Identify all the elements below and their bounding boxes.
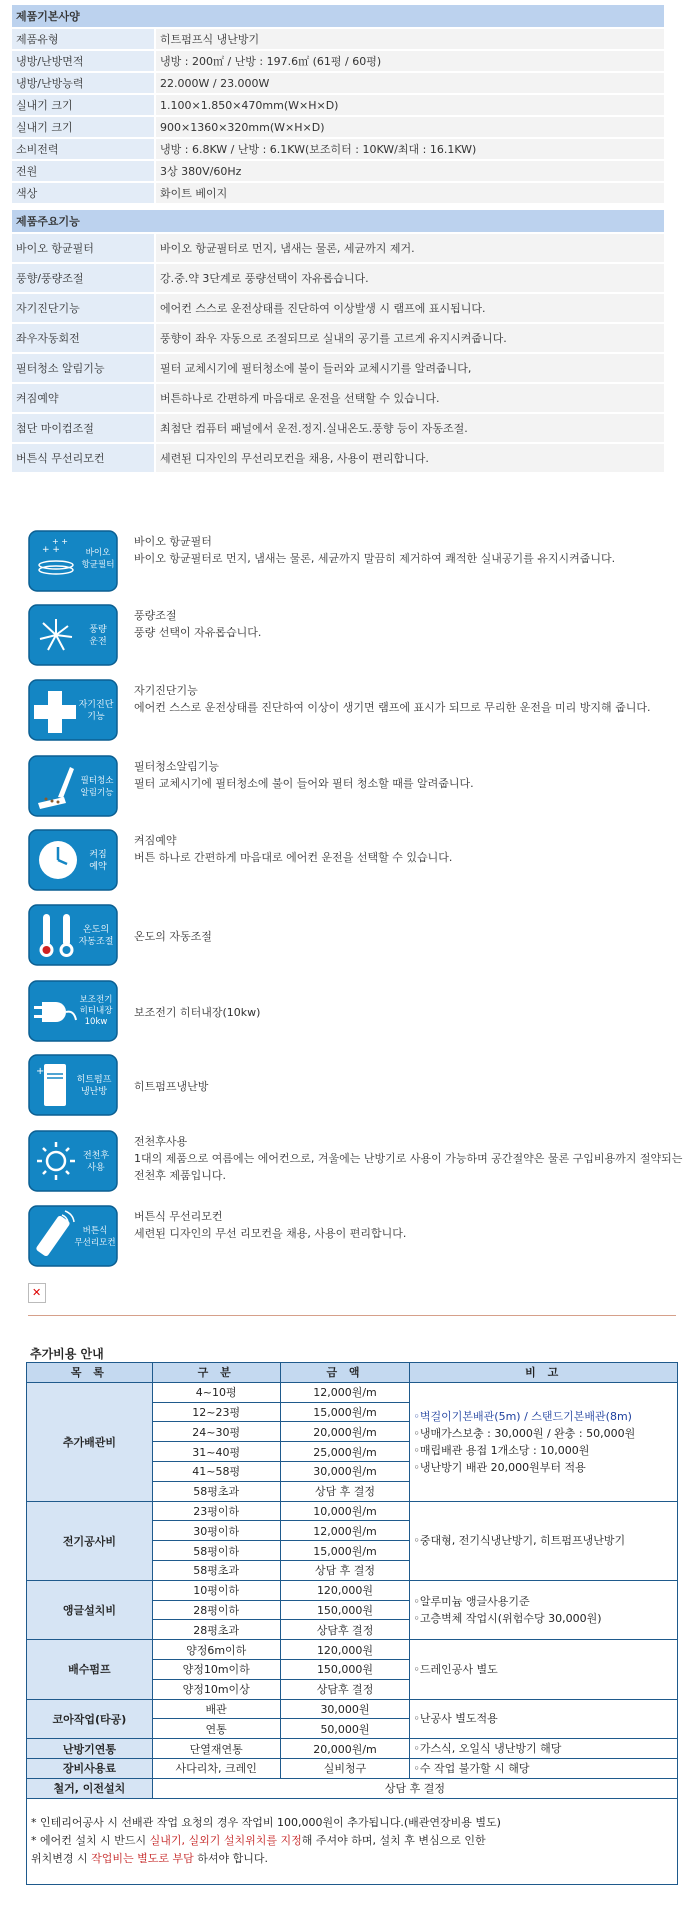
footnote-line: * 인테리어공사 시 선배관 작업 요청의 경우 작업비 100,000원이 추가됩니다.(배관연장비용 별도) [31, 1816, 501, 1830]
airflow-icon [28, 604, 118, 666]
timer-clock-icon [28, 829, 118, 891]
feature-item-self-diagnosis [28, 679, 688, 745]
section-divider [28, 1315, 676, 1316]
price-cell: 상담 후 결정 [280, 1481, 410, 1501]
table-row [27, 1699, 678, 1719]
sub-cell: 12~23평 [152, 1402, 280, 1422]
feature-title: 히트펌프냉난방 [134, 1080, 209, 1093]
spec-value: 냉방 : 6.8KW / 난방 : 6.1KW(보조히터 : 10KW/최대 : 16.1KW) [156, 139, 664, 161]
price-cell: 12,000원/m [280, 1521, 410, 1541]
spec-value: 히트펌프식 냉난방기 [156, 29, 664, 51]
sub-cell: 31~40평 [152, 1442, 280, 1462]
note-cell: ◦드레인공사 별도 [410, 1640, 678, 1699]
category-cell: 난방기연통 [27, 1739, 153, 1759]
column-header: 목 록 [27, 1363, 153, 1383]
feature-item-temperature [28, 904, 688, 970]
spec-value: 풍향이 좌우 자동으로 조절되므로 실내의 공기를 고르게 유지시켜줍니다. [156, 324, 664, 354]
feature-title: 바이오 항균필터 [134, 535, 212, 548]
spec-basic-table [12, 5, 664, 205]
icon-badge-text: 운전 [89, 637, 107, 647]
note-line: ◦고층벽체 작업시(위험수당 30,000원) [413, 1611, 602, 1625]
price-cell: 120,000원 [280, 1640, 410, 1660]
table-row [27, 1758, 678, 1778]
cost-table-title: 추가비용 안내 [30, 1347, 104, 1361]
svg-text:+ +: + + [42, 545, 60, 555]
filter-alarm-icon [28, 755, 118, 817]
price-cell: 상담후 결정 [280, 1620, 410, 1640]
spec-value: 22.000W / 23.000W [156, 73, 664, 95]
sub-cell: 58평이하 [152, 1541, 280, 1561]
highlight-text: 실내기, 실외기 설치위치를 지정 [149, 1834, 302, 1848]
spec-value: 에어컨 스스로 운전상태를 진단하여 이상발생 시 램프에 표시됩니다. [156, 294, 664, 324]
icon-badge-text: 풍량 [89, 625, 107, 635]
price-cell: 120,000원 [280, 1580, 410, 1600]
heat-pump-icon [28, 1054, 118, 1116]
icon-badge-text: 켜짐 [89, 850, 107, 860]
feature-desc: 풍량 선택이 자유롭습니다. [134, 626, 262, 639]
spec-value: 버튼하나로 간편하게 마음대로 운전을 선택할 수 있습니다. [156, 384, 664, 414]
column-header: 구 분 [152, 1363, 280, 1383]
feature-item-airflow [28, 604, 688, 670]
table-row [27, 1501, 678, 1521]
note-cell: ◦난공사 별도적용 [410, 1699, 678, 1739]
footnote-cell [27, 1798, 678, 1884]
note-cell: ◦중대형, 전기식냉난방기, 히트펌프냉난방기 [410, 1501, 678, 1580]
sub-cell: 양정10m이상 [152, 1679, 280, 1699]
category-cell: 철거, 이전설치 [27, 1778, 153, 1798]
price-cell: 10,000원/m [280, 1501, 410, 1521]
icon-badge-text: 10kw [84, 1017, 108, 1027]
remote-control-icon [28, 1205, 118, 1267]
icon-badge-text: 필터청소 [80, 776, 114, 786]
sub-cell: 양정6m이하 [152, 1640, 280, 1660]
icon-badge-text: 냉난방 [80, 1087, 108, 1097]
feature-desc: 세련된 디자인의 무선 리모컨을 채용, 사용이 편리합니다. [134, 1227, 407, 1240]
spec-key: 냉방/난방능력 [12, 73, 156, 95]
category-cell: 코아작업(타공) [27, 1699, 153, 1739]
price-cell: 30,000원 [280, 1699, 410, 1719]
icon-badge-text: 기능 [87, 712, 105, 722]
column-header: 비 고 [410, 1363, 678, 1383]
spec-key: 첨단 마이컴조절 [12, 414, 156, 444]
feature-desc: 바이오 항균필터로 먼지, 냄새는 물론, 세균까지 말끔히 제거하여 쾌적한 실내공기를 유지시켜줍니다. [134, 552, 616, 565]
feature-item-filter-alarm [28, 755, 688, 821]
sub-cell: 30평이하 [152, 1521, 280, 1541]
icon-badge-text: 예약 [89, 862, 107, 872]
icon-badge-text: 온도의 [82, 925, 110, 935]
spec-key: 냉방/난방면적 [12, 51, 156, 73]
feature-title: 자기진단기능 [134, 684, 198, 697]
sub-cell: 사다리차, 크레인 [152, 1758, 280, 1778]
price-cell: 150,000원 [280, 1600, 410, 1620]
price-cell: 상담 후 결정 [152, 1778, 677, 1798]
table-row [27, 1580, 678, 1600]
bio-filter-icon [28, 530, 118, 592]
feature-item-bio-filter [28, 530, 688, 596]
note-cell [410, 1580, 678, 1639]
table-row [27, 1798, 678, 1884]
price-cell: 25,000원/m [280, 1442, 410, 1462]
price-cell: 30,000원/m [280, 1461, 410, 1481]
price-cell: 20,000원/m [280, 1422, 410, 1442]
feature-item-heat-pump [28, 1054, 688, 1120]
price-cell: 상담후 결정 [280, 1679, 410, 1699]
icon-badge-text: 자동조절 [78, 937, 114, 947]
spec-value: 최첨단 컴퓨터 패널에서 운전.정지.실내온도.풍향 등이 자동조절. [156, 414, 664, 444]
note-line: ◦매립배관 용접 1개소당 : 10,000원 [413, 1443, 590, 1457]
feature-desc: 필터 교체시기에 필터청소에 불이 들어와 필터 청소할 때를 알려줍니다. [134, 777, 474, 790]
category-cell: 배수펌프 [27, 1640, 153, 1699]
sub-cell: 배관 [152, 1699, 280, 1719]
icon-badge-text: 사용 [87, 1163, 105, 1173]
spec-value: 900×1360×320mm(W×H×D) [156, 117, 664, 139]
footnote-line: 위치변경 시 작업비는 별도로 부담 하셔야 합니다. [31, 1852, 269, 1866]
feature-title: 켜짐예약 [134, 834, 177, 847]
spec-key: 실내기 크기 [12, 95, 156, 117]
category-cell: 전기공사비 [27, 1501, 153, 1580]
spec-value: 3상 380V/60Hz [156, 161, 664, 183]
sub-cell: 10평이하 [152, 1580, 280, 1600]
spec-key: 필터청소 알림기능 [12, 354, 156, 384]
spec-key: 좌우자동회전 [12, 324, 156, 354]
category-cell: 장비사용료 [27, 1758, 153, 1778]
sub-cell: 단열재연통 [152, 1739, 280, 1759]
sub-cell: 28평초과 [152, 1620, 280, 1640]
note-cell: ◦수 작업 불가할 시 해당 [410, 1758, 678, 1778]
icon-badge-text: 히터내장 [79, 1006, 113, 1016]
icon-badge-text: 버튼식 [82, 1226, 108, 1236]
section-heading: 제품기본사양 [12, 5, 664, 29]
spec-key: 소비전력 [12, 139, 156, 161]
icon-badge-text: 항균필터 [81, 560, 115, 570]
spec-value: 강.중.약 3단계로 풍량선택이 자유롭습니다. [156, 264, 664, 294]
feature-title: 버튼식 무선리모컨 [134, 1210, 223, 1223]
price-cell: 50,000원 [280, 1719, 410, 1739]
sub-cell: 연통 [152, 1719, 280, 1739]
sub-cell: 양정10m이하 [152, 1659, 280, 1679]
spec-value: 화이트 베이지 [156, 183, 664, 205]
sub-cell: 23평이하 [152, 1501, 280, 1521]
icon-badge-text: 바이오 [85, 548, 111, 558]
category-cell: 앵글설치비 [27, 1580, 153, 1639]
spec-key: 실내기 크기 [12, 117, 156, 139]
thermometer-icon [28, 904, 118, 966]
spec-key: 버튼식 무선리모컨 [12, 444, 156, 474]
feature-title: 필터청소알림기능 [134, 760, 220, 773]
sub-cell: 24~30평 [152, 1422, 280, 1442]
price-cell: 150,000원 [280, 1659, 410, 1679]
icon-badge-text: 전천후 [82, 1151, 110, 1161]
sub-cell: 58평초과 [152, 1481, 280, 1501]
spec-value: 세련된 디자인의 무선리모컨을 채용, 사용이 편리합니다. [156, 444, 664, 474]
feature-title: 온도의 자동조절 [134, 930, 212, 943]
price-cell: 15,000원/m [280, 1541, 410, 1561]
broken-image-icon [28, 1283, 46, 1303]
icon-badge-text: 자기진단 [78, 700, 114, 710]
feature-item-aux-heater [28, 980, 688, 1046]
column-header: 금 액 [280, 1363, 410, 1383]
highlight-text: 작업비는 별도로 부담 [91, 1852, 194, 1866]
table-row [27, 1640, 678, 1660]
plug-icon [28, 980, 118, 1042]
feature-title: 풍량조절 [134, 609, 177, 622]
spec-key: 제품유형 [12, 29, 156, 51]
icon-badge-text: 히트펌프 [76, 1075, 112, 1085]
note-line: ◦알루미늄 앵글사용기준 [413, 1594, 530, 1608]
spec-key: 바이오 항균필터 [12, 234, 156, 264]
svg-text:+: + [36, 1066, 45, 1077]
additional-cost-table [26, 1362, 678, 1885]
spec-value: 1.100×1.850×470mm(W×H×D) [156, 95, 664, 117]
svg-text:+ +: + + [52, 537, 68, 546]
feature-item-remote [28, 1205, 688, 1271]
feature-desc: 버튼 하나로 간편하게 마음대로 에어컨 운전을 선택할 수 있습니다. [134, 851, 453, 864]
table-row [27, 1382, 678, 1402]
spec-key: 풍향/풍량조절 [12, 264, 156, 294]
note-cell: ◦가스식, 오일식 냉난방기 해당 [410, 1739, 678, 1759]
price-cell: 12,000원/m [280, 1382, 410, 1402]
feature-item-all-weather [28, 1130, 688, 1196]
spec-key: 켜짐예약 [12, 384, 156, 414]
sub-cell: 41~58평 [152, 1461, 280, 1481]
sub-cell: 28평이하 [152, 1600, 280, 1620]
feature-desc: 에어컨 스스로 운전상태를 진단하여 이상이 생기면 램프에 표시가 되므로 무리한 운전을 미리 방지해 줍니다. [134, 701, 651, 714]
feature-title: 전천후사용 [134, 1135, 188, 1148]
feature-item-timer [28, 829, 688, 895]
spec-value: 바이오 항균필터로 먼지, 냄새는 물론, 세균까지 제거. [156, 234, 664, 264]
price-cell: 상담 후 결정 [280, 1560, 410, 1580]
note-line: ◦냉매가스보충 : 30,000원 / 완충 : 50,000원 [413, 1426, 636, 1440]
icon-badge-text: 보조전기 [79, 995, 113, 1005]
self-diagnosis-icon [28, 679, 118, 741]
category-cell: 추가배관비 [27, 1382, 153, 1501]
note-line: ◦벽걸이기본배관(5m) / 스탠드기본배관(8m) [413, 1409, 632, 1423]
note-line: ◦냉난방기 배관 20,000원부터 적용 [413, 1460, 586, 1474]
feature-title: 보조전기 히터내장(10kw) [134, 1006, 261, 1019]
price-cell: 실비청구 [280, 1758, 410, 1778]
spec-key: 전원 [12, 161, 156, 183]
spec-value: 필터 교체시기에 필터청소에 불이 들러와 교체시기를 알려줍니다, [156, 354, 664, 384]
note-cell [410, 1382, 678, 1501]
spec-features-table [12, 210, 664, 474]
price-cell: 15,000원/m [280, 1402, 410, 1422]
spec-key: 색상 [12, 183, 156, 205]
sub-cell: 4~10평 [152, 1382, 280, 1402]
feature-desc: 1대의 제품으로 여름에는 에어컨으로, 겨울에는 난방기로 사용이 가능하며 공간절약은 물론 구입비용까지 절약되는 전천후 제품입니다. [134, 1152, 683, 1182]
sun-snow-icon [28, 1130, 118, 1192]
section-heading: 제품주요기능 [12, 210, 664, 234]
icon-badge-text: 알림기능 [80, 788, 114, 798]
icon-badge-text: 무선리모컨 [74, 1238, 116, 1248]
price-cell: 20,000원/m [280, 1739, 410, 1759]
sub-cell: 58평초과 [152, 1560, 280, 1580]
table-row [27, 1739, 678, 1759]
spec-key: 자기진단기능 [12, 294, 156, 324]
footnote-line: * 에어컨 설치 시 반드시 실내기, 실외기 설치위치를 지정해 주셔야 하며, 설치 후 변심으로 인한 [31, 1834, 486, 1848]
table-row [27, 1778, 678, 1798]
spec-value: 냉방 : 200㎡ / 난방 : 197.6㎡ (61평 / 60평) [156, 51, 664, 73]
